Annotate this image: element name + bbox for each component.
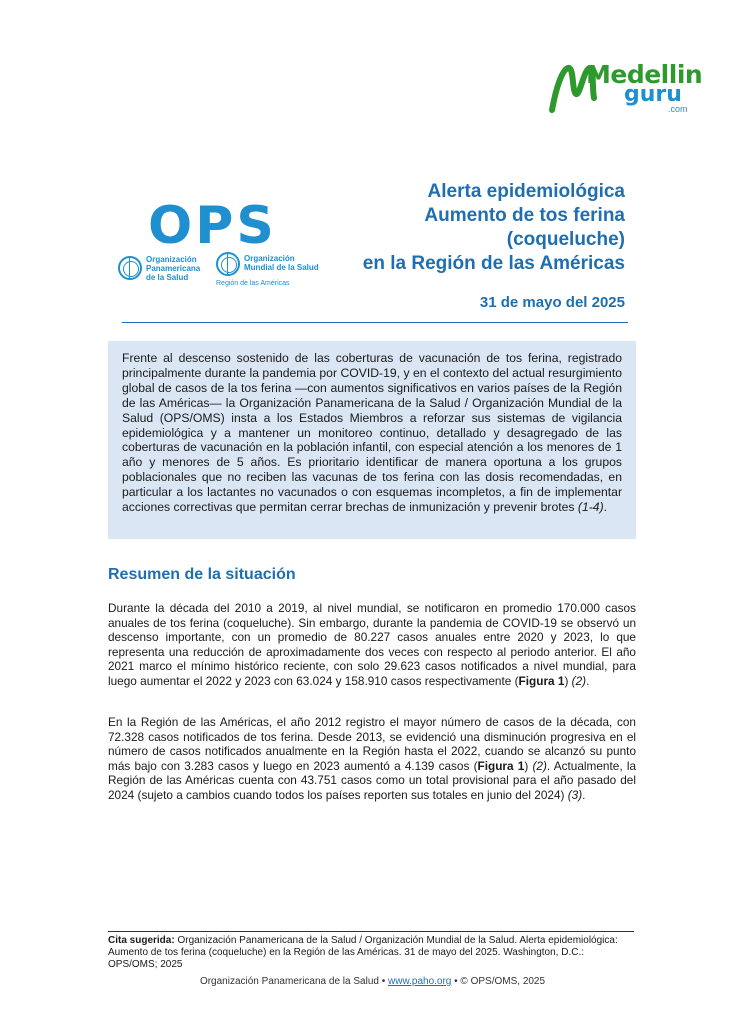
p1-citation: (2) <box>571 673 587 688</box>
summary-body: Frente al descenso sostenido de las coberturas de vacunación de tos ferina, registrado principalmente durante la pandemia por COVID-19, y en el contexto del actual resurgimiento global de casos de la tos ferina —con aumentos significativos en varios países de la Región de las Américas— la Organización Panamericana de la Salud / Organización Mundial de la Salud (OPS/OMS) insta a los Estados Miembros a reforzar sus sistemas de vigilancia epidemiológica y a mantener un monitoreo continuo, detallado y desagregado de las coberturas de vacunación en la población infantil, con especial atención a los menores de 1 año y menores de 5 años. Es prioritario identificar de manera oportuna a los grupos poblacionales que no reciben las vacunas de tos ferina con las dosis recomendadas, en particular a los lactantes no vacunados o con esquemas incompletos, a fin de implementar acciones correctivas que permitan cerrar brechas de inmunización y prevenir brotes <box>122 351 622 515</box>
p1-after-fig: ) <box>564 673 572 688</box>
citation-label: Cita sugerida: <box>108 935 175 946</box>
who-emblem-icon <box>216 252 240 276</box>
p2-after-fig: ) <box>524 758 533 773</box>
p1-body: Durante la década del 2010 a 2019, al nivel mundial, se notificaron en promedio 170.000 casos anuales de tos ferina (coqueluche). Sin embargo, durante la pandemia de COVID-19 se observó un descenso importante, con un promedio de 80.227 casos anuales entre 2020 y 2023, lo que representa una reducción de aproximadamente dos veces con respecto al periodo anterior. El año 2021 marco el mínimo histórico reciente, con solo 29.623 casos notificados a nivel mundial, para luego aumentar el 2022 y 2023 con 63.024 y 158.910 casos respectivamente ( <box>108 601 636 688</box>
paragraph-1 <box>108 601 636 689</box>
p2-mid: . Actualmente, la Región de las Américas cuenta con 43.751 casos como un total provisional para el año pasado del 2024 (sujeto a cambios cuando todos los países reporten sus totales en junio del 2024) <box>108 758 636 802</box>
footer-bar <box>0 976 745 987</box>
p2-citation: (2) <box>532 758 547 773</box>
alert-date: 31 de mayo del 2025 <box>479 294 625 311</box>
p2-citation-2: (3) <box>567 787 583 802</box>
suggested-citation <box>108 935 636 971</box>
summary-end: . <box>603 500 608 515</box>
watermark-brand-top: Medellin <box>586 60 703 89</box>
ops-logo: OPS <box>148 196 277 256</box>
summary-text <box>122 351 622 515</box>
p2-end: . <box>582 787 586 802</box>
header-divider <box>122 322 628 323</box>
paragraph-2 <box>108 715 636 803</box>
who-org-line: Mundial de la Salud <box>244 263 319 272</box>
title-line: (coqueluche) <box>506 229 625 250</box>
paho-org-line: Organización <box>146 255 197 264</box>
watermark-brand-bottom: guru <box>624 82 682 107</box>
summary-box <box>108 341 636 539</box>
region-label: Región de las Américas <box>216 280 290 287</box>
title-line: en la Región de las Américas <box>362 253 625 274</box>
citation-text: Organización Panamericana de la Salud / Organización Mundial de la Salud. Alerta epidemiológica: Aumento de tos ferina (coqueluche) en la Región de las Américas. 31 de mayo del 2025. Washington, D.C.: OPS/OMS; 2025 <box>108 935 618 970</box>
p2-figure-ref: Figura 1 <box>477 758 525 773</box>
section-title: Resumen de la situación <box>108 566 296 583</box>
paho-org-line: de la Salud <box>146 273 189 282</box>
p2-body: En la Región de las Américas, el año 2012 registro el mayor número de casos de la década, con 72.328 casos notificados de tos ferina. Desde 2013, se evidenció una disminución progresiva en el número de casos notificados anualmente en la Región hasta el 2022, cuando se alcanzó su punto más bajo con 3.283 casos y luego en 2023 aumentó a 4.139 casos ( <box>108 715 636 773</box>
title-line: Aumento de tos ferina <box>424 205 625 226</box>
p1-figure-ref: Figura 1 <box>518 673 565 688</box>
footer-org: Organización Panamericana de la Salud • <box>199 976 386 987</box>
who-org-line: Organización <box>244 254 295 263</box>
paho-emblem-icon <box>118 256 142 280</box>
footer-copyright: • © OPS/OMS, 2025 <box>454 976 546 987</box>
footer-divider <box>108 931 634 932</box>
paho-link[interactable]: www.paho.org <box>388 976 452 987</box>
watermark-logo <box>548 58 708 118</box>
paho-org-name <box>146 255 200 282</box>
p1-end: . <box>586 673 590 688</box>
paho-org-line: Panamericana <box>146 264 201 273</box>
who-org-name <box>244 254 319 272</box>
summary-citation: (1-4) <box>577 500 604 515</box>
alert-title <box>363 180 625 276</box>
watermark-domain: .com <box>668 104 688 114</box>
title-line: Alerta epidemiológica <box>427 181 625 202</box>
